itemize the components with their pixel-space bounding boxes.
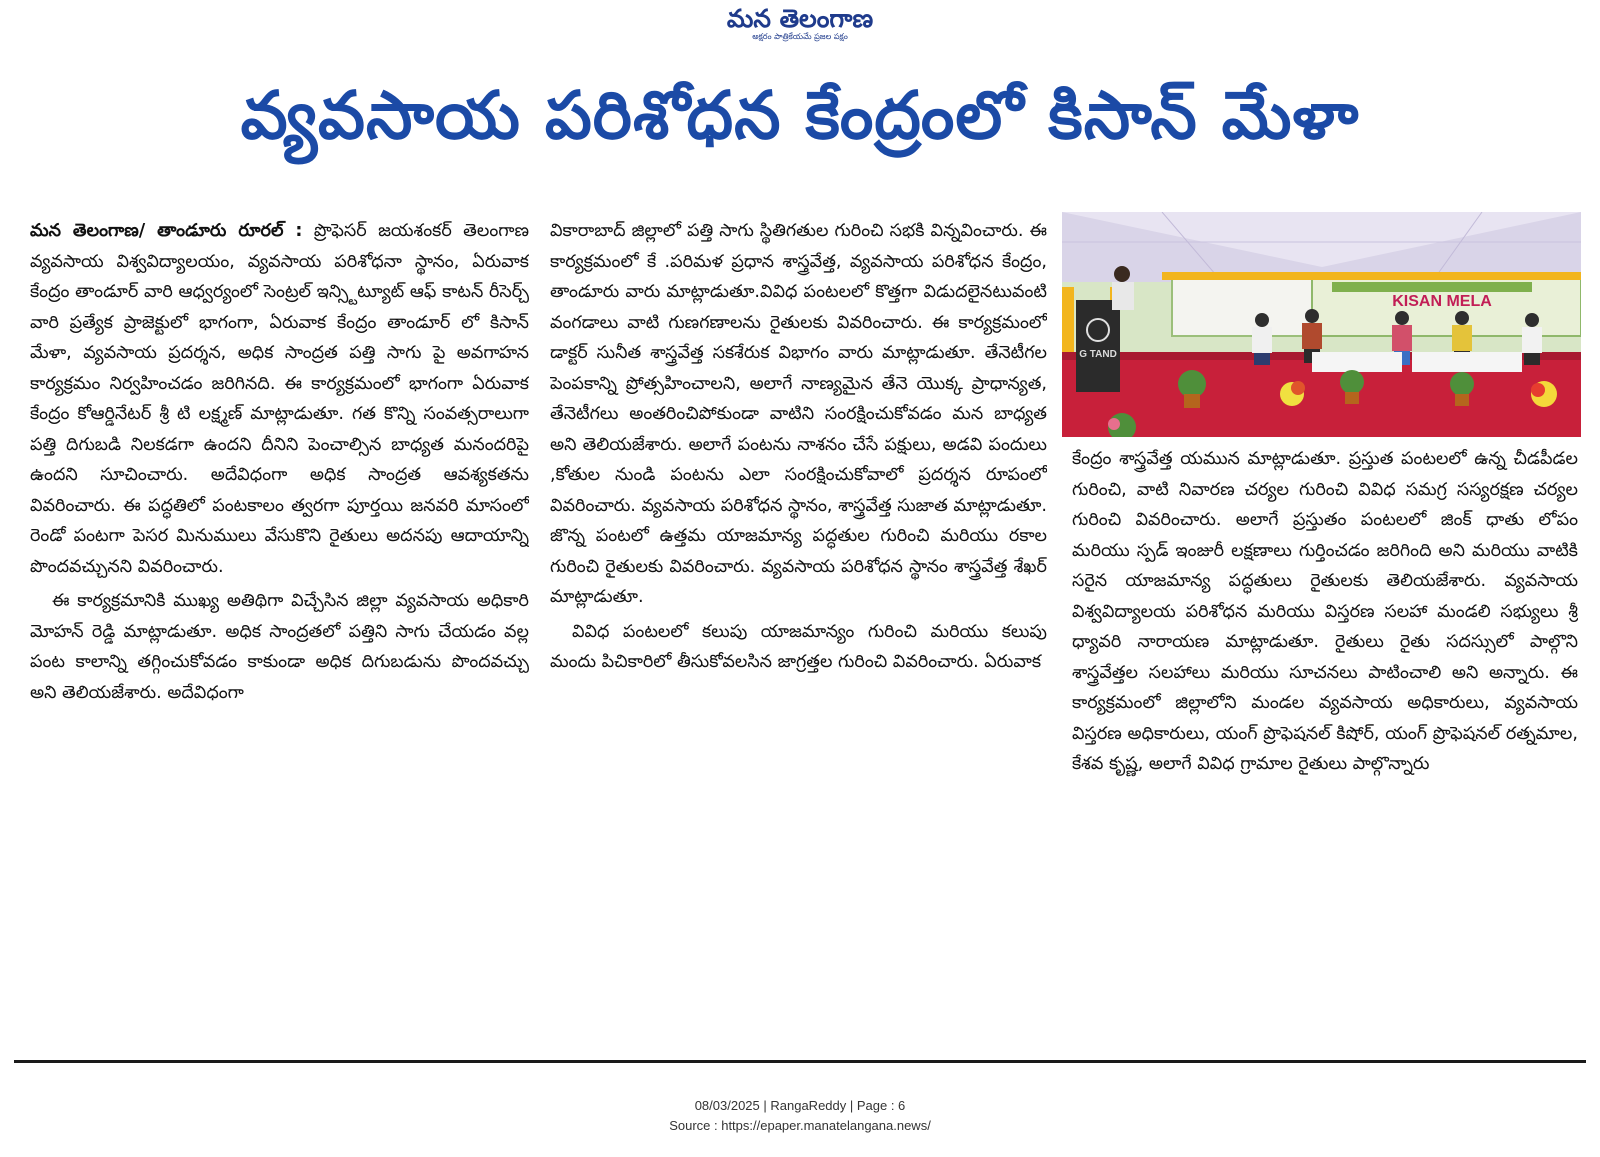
- masthead-tagline: అక్షరం పాత్రికేయమే ప్రజల పక్షం: [752, 32, 848, 41]
- article-paragraph: ఈ కార్యక్రమానికి ముఖ్య అతిథిగా విచ్చేసిన జిల్లా వ్యవసాయ అధికారి మోహన్ రెడ్డి మాట్లాడుతూ. అధిక సాంద్రతలో పత్తిని సాగు చేయడం వల్ల పంట కాలాన్ని తగ్గించుకోవడం కాకుండా అధిక దిగుబడును పొందవచ్చు అని తెలియజేశారు. అదేవిధంగా: [30, 591, 529, 703]
- article-paragraph: వివిధ పంటలలో కలుపు యాజమాన్యం గురించి మరియు కలుపు మందు పిచికారిలో తీసుకోవలసిన జాగ్రత్తల గురించి వివరించారు. ఏరువాక: [550, 621, 1047, 672]
- article-column-2: [550, 216, 1047, 1046]
- banner-text: KISAN MELA: [1392, 293, 1492, 310]
- footer: [0, 1096, 1600, 1136]
- article-paragraph: కేంద్రం శాస్త్రవేత్త యమున మాట్లాడుతూ. ప్రస్తుత పంటలలో ఉన్న చీడపీడల గురించి, వాటి నివారణ చర్యల గురించి వివిధ సమగ్ర సస్యరక్షణ చర్యల గురించి వివరించారు. అలాగే ప్రస్తుతం పంటలలో జింక్ ధాతు లోపం మరియు స్పడ్ ఇంజురీ లక్షణాలు గుర్తించడం జరిగింది అని మరియు వాటికి సరైన యాజమాన్య పద్ధతులు రైతులకు తెలియజేశారు. వ్యవసాయ విశ్వవిద్యాలయ పరిశోధన మరియు విస్తరణ సలహా మండలి సభ్యులు శ్రీ ధ్యావరి నారాయణ మాట్లాడుతూ. రైతులు రైతు సదస్సులో పాల్గొని శాస్త్రవేత్తల సలహాలు మరియు సూచనలు పాటించాలి అని అన్నారు. ఈ కార్యక్రమంలో జిల్లాలోని మండల వ్యవసాయ అధికారులు, వ్యవసాయ విస్తరణ అధికారులు, యంగ్ ప్రొఫెషనల్ కిషోర్, యంగ్ ప్రొఫెషనల్ రత్నమాల, కేశవ కృష్ణ, అలాగే వివిధ గ్రామాల రైతులు పాల్గొన్నారు: [1072, 449, 1578, 774]
- podium-text: G TAND: [1079, 349, 1117, 360]
- masthead: [0, 4, 1600, 42]
- article-column-1: [30, 216, 529, 1046]
- masthead-title: మన తెలంగాణ: [726, 4, 874, 33]
- event-photo: [1062, 212, 1581, 437]
- article-paragraph: [30, 216, 529, 582]
- headline: వ్యవసాయ పరిశోధన కేంద్రంలో కిసాన్ మేళా: [240, 76, 1360, 154]
- article-paragraph: వికారాబాద్ జిల్లాలో పత్తి సాగు స్థితిగతుల గురించి సభకి విన్నవించారు. ఈ కార్యక్రమంలో కే .పరిమళ ప్రధాన శాస్త్రవేత్త, వ్యవసాయ పరిశోధన కేంద్రం, తాండూరు వారు మాట్లాడుతూ.వివిధ పంటలలో కొత్తగా విడుదలైనటువంటి వంగడాలు వాటి గుణగణాలను రైతులకు వివరించారు. ఈ కార్యక్రమంలో డాక్టర్ సునీత శాస్త్రవేత్త సకశేరుక విభాగం వారు మాట్లాడుతూ. తేనెటీగల పెంపకాన్ని ప్రోత్సహించాలని, అలాగే నాణ్యమైన తేనె యొక్క ప్రాధాన్యత, తేనెటీగలు అంతరించిపోకుండా వాటిని సంరక్షించుకోవడం మన బాధ్యత అని తెలియజేశారు. అలాగే పంటను నాశనం చేసే పక్షులు, అడవి పందులు ,కోతుల నుండి పంటను ఎలా సంరక్షించుకోవాలో ప్రదర్శన రూపంలో వివరించారు. వ్యవసాయ పరిశోధన స్థానం, శాస్త్రవేత్త సుజాత మాట్లాడుతూ. జొన్న పంటలో ఉత్తమ యాజమాన్య పద్ధతుల గురించి మరియు రకాల గురించి రైతులకు వివరించారు. వ్యవసాయ పరిశోధన స్థానం శాస్త్రవేత్త శేఖర్ మాట్లాడుతూ.: [550, 221, 1047, 607]
- footer-source: Source : https://epaper.manatelangana.news/: [669, 1118, 931, 1133]
- paragraph-text: ప్రొఫెసర్ జయశంకర్ తెలంగాణ వ్యవసాయ విశ్వవిద్యాలయం, వ్యవసాయ పరిశోధనా స్థానం, ఏరువాక కేంద్రం తాండూర్ వారి ఆధ్వర్యంలో సెంట్రల్ ఇన్స్టిట్యూట్ ఆఫ్ కాటన్ రీసెర్చ్ వారి ప్రత్యేక ప్రాజెక్టులో భాగంగా, ఏరువాక కేంద్రం తాండూర్ లో కిసాన్ మేళా, వ్యవసాయ ప్రదర్శన, అధిక సాంద్రత పత్తి సాగు పై అవగాహన కార్యక్రమం నిర్వహించడం జరిగినది. ఈ కార్యక్రమంలో భాగంగా ఏరువాక కేంద్రం కోఆర్డినేటర్ శ్రీ టి లక్ష్మణ్ మాట్లాడుతూ. గత కొన్ని సంవత్సరాలుగా పత్తి దిగుబడి నిలకడగా ఉందని దీనిని పెంచాల్సిన బాధ్యత మనందరిపై ఉందని సూచించారు. అదేవిధంగా అధిక సాంద్రత ఆవశ్యకతను వివరించారు. ఈ పద్ధతిలో పంటకాలం త్వరగా పూర్తయి జనవరి మాసంలో రెండో పంటగా పెసర మినుములు వేసుకొని రైతులు అదనపు ఆదాయాన్ని పొందవచ్చునని వివరించారు.: [30, 221, 529, 577]
- dateline: మన తెలంగాణ/ తాండూరు రూరల్ :: [30, 221, 303, 241]
- bottom-divider: [14, 1060, 1586, 1063]
- footer-edition-info: 08/03/2025 | RangaReddy | Page : 6: [694, 1098, 906, 1113]
- article-column-3: [1072, 444, 1578, 1044]
- event-photo-illustration: [1062, 212, 1581, 437]
